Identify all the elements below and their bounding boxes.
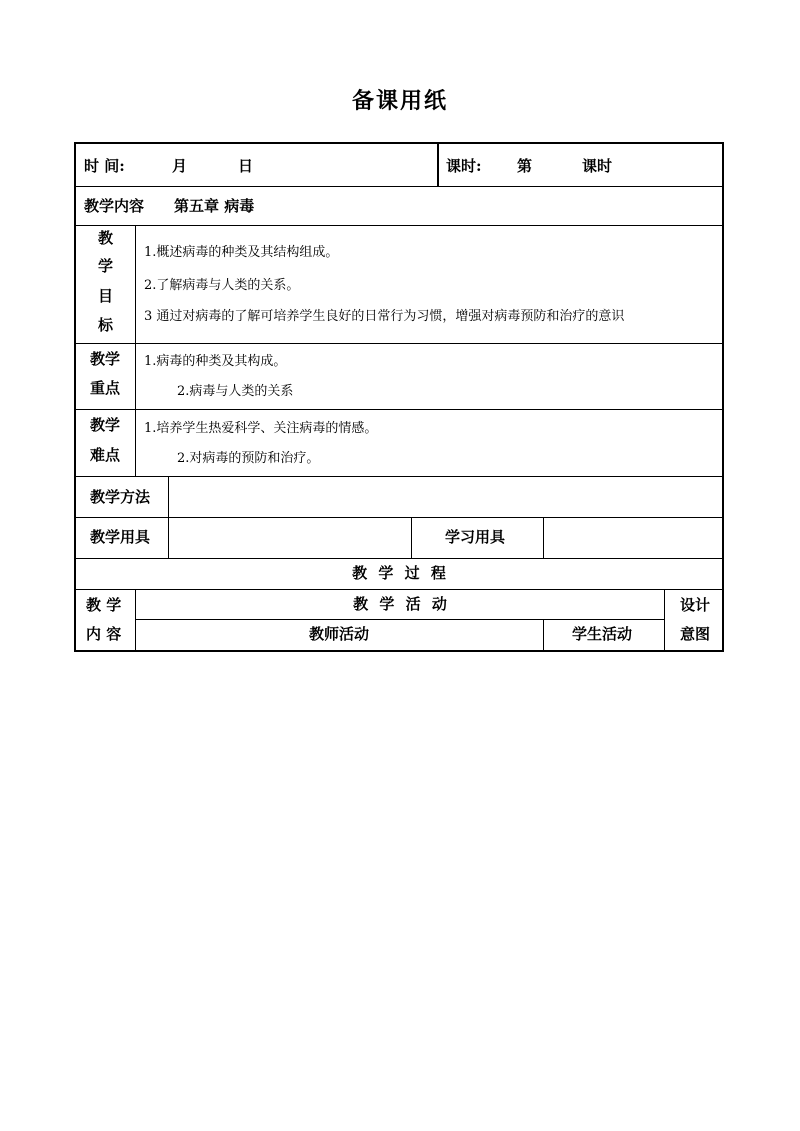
objective-item: 2.了解病毒与人类的关系。 — [144, 278, 300, 293]
content-value: 第五章 病毒 — [174, 197, 255, 215]
objectives-label-char: 学 — [98, 257, 114, 275]
page-title: 备课用纸 — [351, 88, 448, 114]
activity-label: 教 学 活 动 — [353, 595, 447, 613]
difficult-points-label: 难点 — [90, 446, 121, 464]
key-points-label: 重点 — [90, 379, 121, 397]
time-label: 时 间: — [84, 157, 125, 175]
method-label: 教学方法 — [90, 488, 151, 506]
objective-item: 3 通过对病毒的了解可培养学生良好的日常行为习惯，增强对病毒预防和治疗的意识 — [144, 309, 625, 324]
period-ordinal-label: 第 — [517, 157, 533, 175]
objectives-label-char: 教 — [98, 229, 114, 247]
student-activity-label: 学生活动 — [572, 625, 633, 643]
lesson-plan-table — [74, 142, 724, 652]
objectives-label-char: 目 — [98, 287, 114, 305]
key-point-item: 1.病毒的种类及其构成。 — [144, 354, 287, 369]
difficult-point-item: 1.培养学生热爱科学、关注病毒的情感。 — [144, 421, 378, 436]
design-intent-label: 设计 — [680, 596, 711, 614]
teacher-activity-label: 教师活动 — [309, 625, 370, 643]
objectives-label-char: 标 — [98, 316, 114, 334]
difficult-points-label: 教学 — [90, 416, 121, 434]
key-points-label: 教学 — [90, 350, 121, 368]
design-intent-label: 意图 — [680, 625, 711, 643]
difficult-point-item: 2.对病毒的预防和治疗。 — [177, 451, 320, 466]
day-label: 日 — [238, 157, 254, 175]
learning-tools-label: 学习用具 — [445, 528, 506, 546]
process-content-label: 教 学 — [86, 596, 122, 614]
objective-item: 1.概述病毒的种类及其结构组成。 — [144, 245, 339, 260]
teaching-tools-label: 教学用具 — [90, 528, 151, 546]
period-unit-label: 课时 — [582, 157, 613, 175]
process-content-label: 内 容 — [86, 625, 122, 643]
process-header: 教 学 过 程 — [352, 564, 446, 582]
key-point-item: 2.病毒与人类的关系 — [177, 384, 294, 399]
period-label: 课时: — [446, 157, 482, 175]
content-label: 教学内容 — [84, 197, 145, 215]
month-label: 月 — [172, 157, 188, 175]
